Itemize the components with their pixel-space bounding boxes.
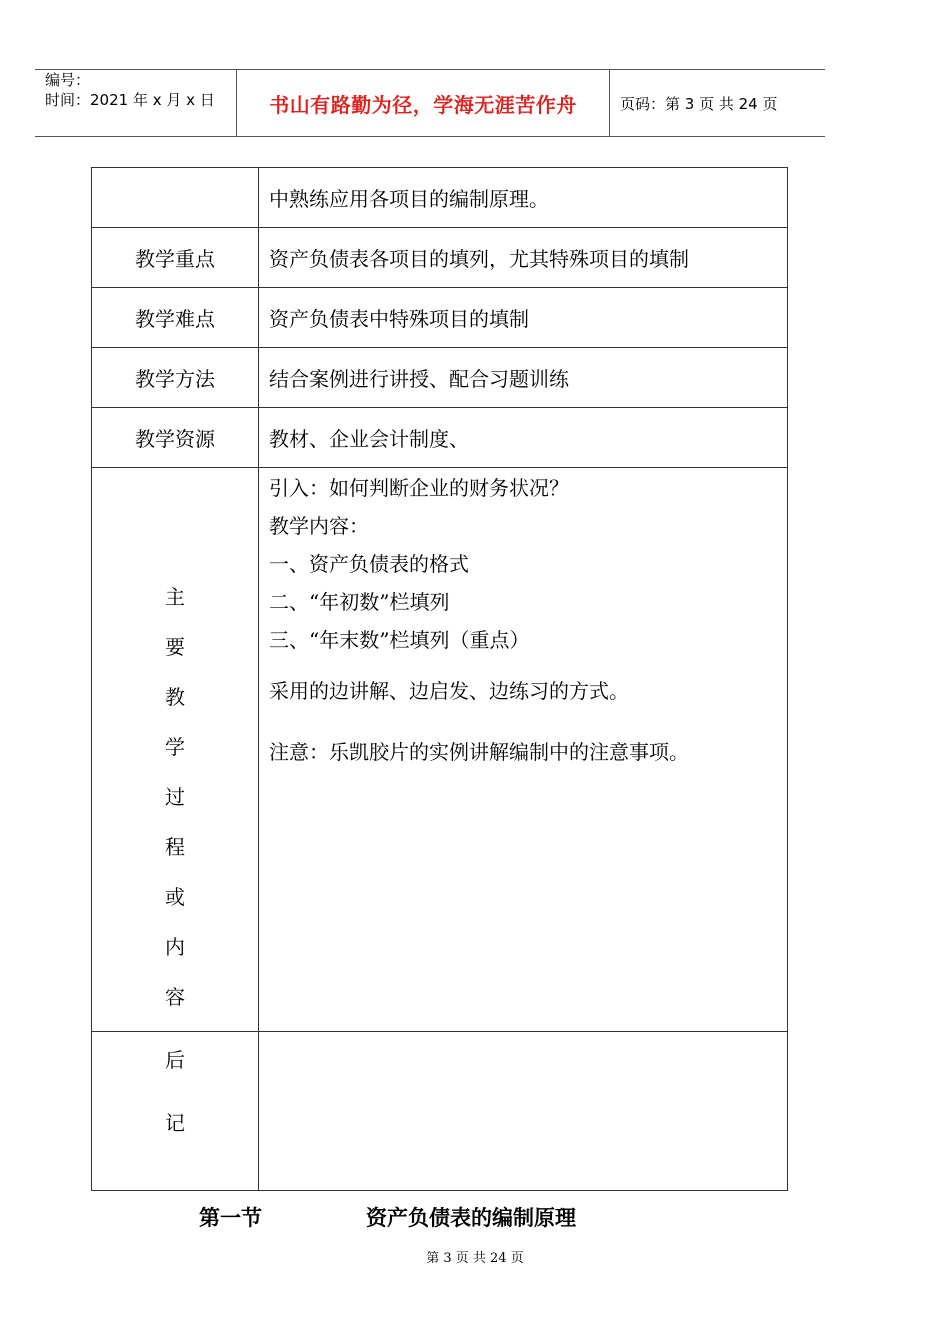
process-line: 采用的边讲解、边启发、边练习的方式。 <box>269 679 629 703</box>
row-label <box>92 168 259 228</box>
table-row-process <box>92 468 788 1032</box>
postscript-label-char: 后 <box>165 1048 185 1072</box>
section-title: 资产负债表的编制原理 <box>366 1206 576 1230</box>
process-line: 二、“年初数”栏填列 <box>269 590 450 614</box>
row-value: 教材、企业会计制度、 <box>259 408 788 468</box>
header-number-label: 编号： <box>45 71 91 89</box>
process-label-char: 学 <box>165 735 185 759</box>
process-line: 三、“年末数”栏填列（重点） <box>269 628 530 652</box>
row-label: 教学难点 <box>92 288 259 348</box>
process-line: 引入：如何判断企业的财务状况？ <box>269 476 569 500</box>
header-divider <box>609 69 610 136</box>
process-label-char: 过 <box>165 785 185 809</box>
postscript-label <box>92 1032 259 1191</box>
process-label-char: 程 <box>165 835 185 859</box>
row-value: 资产负债表各项目的填列，尤其特殊项目的填制 <box>259 228 788 288</box>
header-motto: 书山有路勤为径，学海无涯苦作舟 <box>269 93 577 117</box>
header-meta <box>45 70 215 110</box>
table-row-resources <box>92 408 788 468</box>
row-label: 教学重点 <box>92 228 259 288</box>
table-row-methods <box>92 348 788 408</box>
row-value: 结合案例进行讲授、配合习题训练 <box>259 348 788 408</box>
table-row-key-points <box>92 228 788 288</box>
process-line: 一、资产负债表的格式 <box>269 552 469 576</box>
header-time-label: 时间：2021 年 x 月 x 日 <box>45 91 215 109</box>
process-content <box>259 468 788 1032</box>
row-value: 中熟练应用各项目的编制原理。 <box>259 168 788 228</box>
process-line: 教学内容： <box>269 514 369 538</box>
process-label-char: 内 <box>165 935 185 959</box>
process-label-char: 容 <box>165 985 185 1009</box>
process-label <box>92 468 259 1032</box>
page-footer: 第 3 页 共 24 页 <box>426 1251 524 1266</box>
section-number: 第一节 <box>199 1206 262 1230</box>
row-label: 教学资源 <box>92 408 259 468</box>
row-value: 资产负债表中特殊项目的填制 <box>259 288 788 348</box>
process-label-char: 要 <box>165 635 185 659</box>
table-row <box>92 168 788 228</box>
table-row-postscript <box>92 1032 788 1191</box>
process-label-char: 教 <box>165 685 185 709</box>
process-line: 注意：乐凯胶片的实例讲解编制中的注意事项。 <box>269 740 689 764</box>
row-label: 教学方法 <box>92 348 259 408</box>
postscript-label-char: 记 <box>165 1111 185 1135</box>
header-page-label: 页码：第 3 页 共 24 页 <box>620 95 778 113</box>
postscript-content <box>259 1032 788 1191</box>
header-bottom-rule <box>35 136 825 137</box>
process-label-char: 主 <box>165 585 185 609</box>
lesson-plan-table <box>91 167 788 1191</box>
table-row-difficulties <box>92 288 788 348</box>
process-label-char: 或 <box>165 885 185 909</box>
